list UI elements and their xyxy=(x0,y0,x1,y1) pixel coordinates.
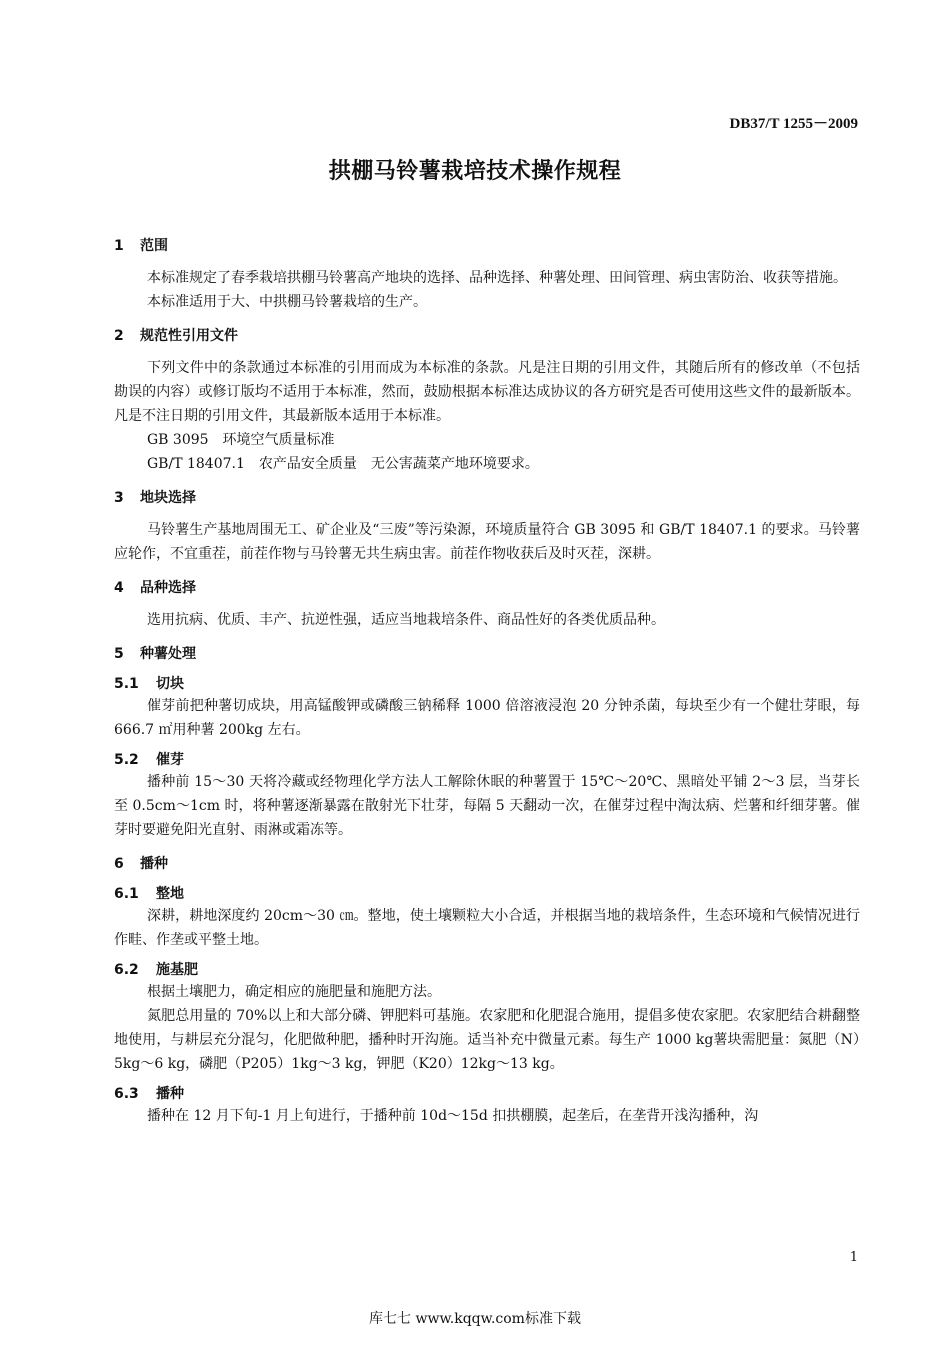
section-number: 3 xyxy=(114,490,124,506)
subsection-heading-sprouting xyxy=(114,750,860,770)
section-title: 种薯处理 xyxy=(140,646,196,662)
variety-selection-paragraph: 选用抗病、优质、丰产、抗逆性强，适应当地栽培条件、商品性好的各类优质品种。 xyxy=(147,612,665,628)
section-title: 品种选择 xyxy=(140,580,196,596)
section-heading-seed-treatment xyxy=(114,644,860,664)
subsection-title: 播种 xyxy=(156,1086,184,1102)
cutting-paragraph: 催芽前把种薯切成块，用高锰酸钾或磷酸三钠稀释 1000 倍溶液浸泡 20 分钟杀菌，每块至少有一个健壮芽眼，每 666.7 ㎡用种薯 200kg 左右。 xyxy=(114,698,860,738)
subsection-number: 5.1 xyxy=(114,676,139,692)
section-title: 规范性引用文件 xyxy=(140,328,238,344)
section-heading-variety-selection xyxy=(114,578,860,598)
subsection-title: 施基肥 xyxy=(156,962,198,978)
subsection-number: 5.2 xyxy=(114,752,139,768)
document-body xyxy=(114,236,860,1128)
scope-paragraph-1: 本标准规定了春季栽培拱棚马铃薯高产地块的选择、品种选择、种薯处理、田间管理、病虫害防治、收获等措施。 xyxy=(147,270,847,286)
subsection-heading-cutting xyxy=(114,674,860,694)
section-title: 范围 xyxy=(140,238,168,254)
sprouting-paragraph: 播种前 15～30 天将冷藏或经物理化学方法人工解除休眠的种薯置于 15℃～20℃、黑暗处平铺 2～3 层，当芽长至 0.5cm～1cm 时，将种薯逐渐暴露在散射光下壮芽，每隔 5 天翻动一次，在催芽过程中淘汰病、烂薯和纤细芽薯。催芽时要避免阳光直射、雨淋或霜冻等。 xyxy=(114,774,860,838)
subsection-number: 6.2 xyxy=(114,962,139,978)
footer-watermark: 库七七 www.kqqw.com标准下载 xyxy=(369,1311,581,1327)
section-number: 5 xyxy=(114,646,124,662)
land-preparation-paragraph: 深耕，耕地深度约 20cm～30 ㎝。整地，使土壤颗粒大小合适，并根据当地的栽培条件，生态环境和气候情况进行作畦、作垄或平整土地。 xyxy=(114,908,860,948)
standard-code: DB37/T 1255－2009 xyxy=(729,116,858,132)
section-title: 播种 xyxy=(140,856,168,872)
subsection-heading-planting xyxy=(114,1084,860,1104)
fertilizer-paragraph-2: 氮肥总用量的 70%以上和大部分磷、钾肥料可基施。农家肥和化肥混合施用，提倡多使农家肥。农家肥结合耕翻整地使用，与耕层充分混匀，化肥做种肥，播种时开沟施。适当补充中微量元素。每生产 1000 kg薯块需肥量：氮肥（N）5kg～6 kg，磷肥（P205）1kg～3 kg，钾肥（K20）12kg～13 kg。 xyxy=(114,1008,860,1072)
section-heading-scope xyxy=(114,236,860,256)
subsection-title: 切块 xyxy=(156,676,184,692)
references-intro-paragraph: 下列文件中的条款通过本标准的引用而成为本标准的条款。凡是注日期的引用文件，其随后所有的修改单（不包括勘误的内容）或修订版均不适用于本标准，然而，鼓励根据本标准达成协议的各方研究是否可使用这些文件的最新版本。凡是不注日期的引用文件，其最新版本适用于本标准。 xyxy=(114,360,860,424)
reference-item-gb3095: GB 3095 环境空气质量标准 xyxy=(147,432,335,448)
subsection-heading-base-fertilizer xyxy=(114,960,860,980)
section-heading-sowing xyxy=(114,854,860,874)
section-heading-normative-references xyxy=(114,326,860,346)
planting-paragraph: 播种在 12 月下旬-1 月上旬进行，于播种前 10d～15d 扣拱棚膜，起垄后，在垄背开浅沟播种，沟 xyxy=(147,1108,759,1124)
section-title: 地块选择 xyxy=(140,490,196,506)
subsection-heading-land-preparation xyxy=(114,884,860,904)
section-number: 4 xyxy=(114,580,124,596)
subsection-title: 整地 xyxy=(156,886,184,902)
reference-item-gbt18407: GB/T 18407.1 农产品安全质量 无公害蔬菜产地环境要求。 xyxy=(147,456,539,472)
section-number: 6 xyxy=(114,856,124,872)
subsection-number: 6.3 xyxy=(114,1086,139,1102)
document-title: 拱棚马铃薯栽培技术操作规程 xyxy=(328,159,622,184)
page-number: 1 xyxy=(849,1250,858,1265)
scope-paragraph-2: 本标准适用于大、中拱棚马铃薯栽培的生产。 xyxy=(147,294,427,310)
subsection-title: 催芽 xyxy=(156,752,184,768)
section-number: 2 xyxy=(114,328,124,344)
section-number: 1 xyxy=(114,238,124,254)
subsection-number: 6.1 xyxy=(114,886,139,902)
section-heading-site-selection xyxy=(114,488,860,508)
fertilizer-paragraph-1: 根据土壤肥力，确定相应的施肥量和施肥方法。 xyxy=(147,984,441,1000)
site-selection-paragraph: 马铃薯生产基地周围无工、矿企业及“三废”等污染源，环境质量符合 GB 3095 和 GB/T 18407.1 的要求。马铃薯应轮作，不宜重茬，前茬作物与马铃薯无共生病虫害。前茬作物收获后及时灭茬，深耕。 xyxy=(114,522,860,562)
